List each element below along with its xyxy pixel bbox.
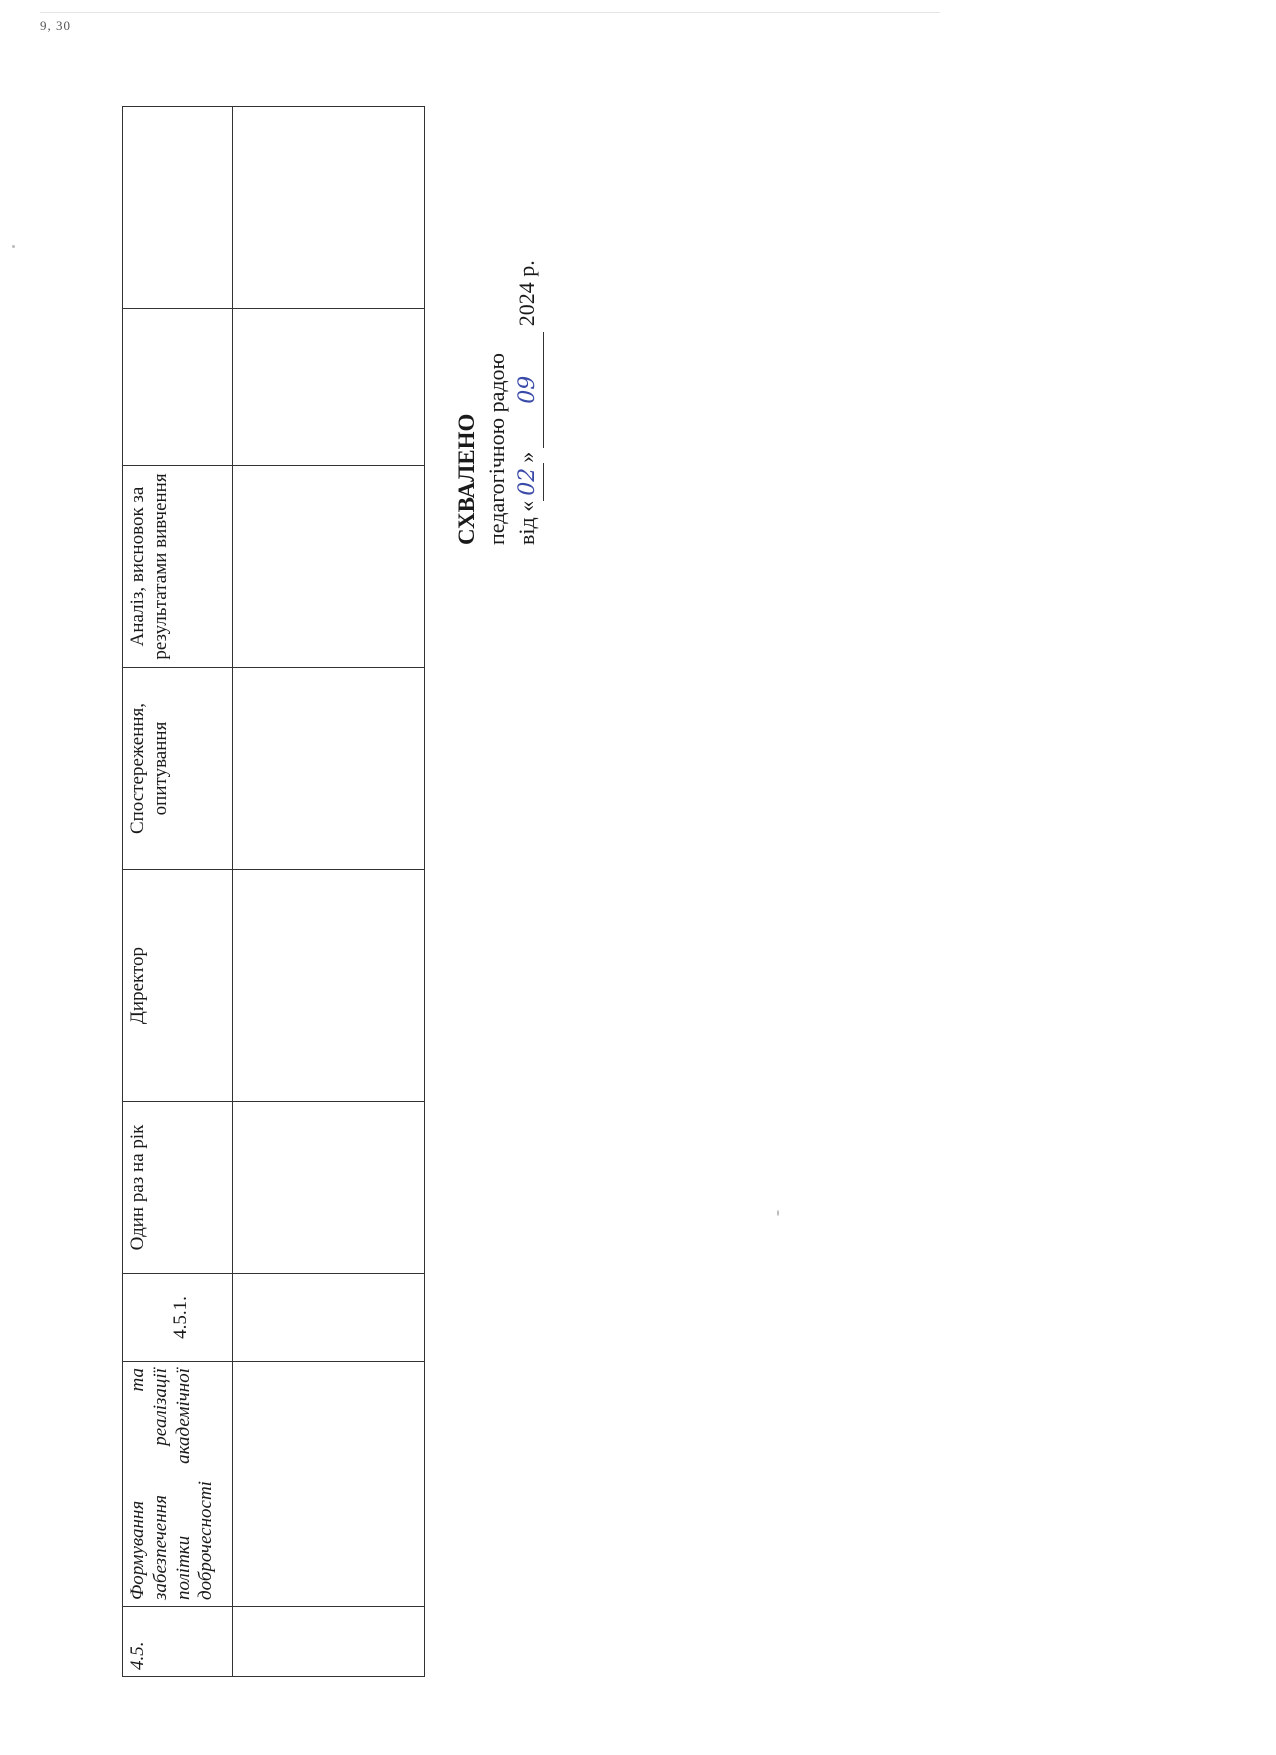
empty-cell xyxy=(123,309,233,466)
item-number: 4.5. xyxy=(123,1607,233,1677)
method-cell: Спостереження, опитування xyxy=(123,668,233,870)
empty-cell xyxy=(233,1607,425,1677)
approval-title: СХВАЛЕНО xyxy=(454,413,479,545)
empty-cell xyxy=(233,870,425,1102)
date-year: 2024 р. xyxy=(514,260,539,327)
empty-cell xyxy=(123,107,233,309)
handwritten-day: 02 xyxy=(513,463,544,501)
monitoring-plan-table xyxy=(122,106,425,1677)
date-prefix: від « xyxy=(514,500,539,545)
approval-date xyxy=(512,215,544,545)
scan-speck xyxy=(12,245,15,248)
empty-cell xyxy=(233,466,425,668)
result-cell: Аналіз, висновок за результатами вивчення xyxy=(123,466,233,668)
table-row xyxy=(123,107,233,1677)
empty-cell xyxy=(233,1362,425,1607)
item-name: Формування та забезпечення реалізації політки академічної доброчесності xyxy=(123,1362,233,1607)
empty-cell xyxy=(233,1102,425,1274)
empty-cell xyxy=(233,1274,425,1362)
corner-mark: 9, 30 xyxy=(40,18,71,33)
empty-cell xyxy=(233,309,425,466)
responsible-cell: Директор xyxy=(123,870,233,1102)
handwritten-month: 09 xyxy=(513,332,544,448)
empty-cell xyxy=(233,107,425,309)
table-row xyxy=(233,107,425,1677)
scan-border-line xyxy=(40,12,940,13)
date-mid: » xyxy=(514,451,539,463)
scan-speck xyxy=(777,1210,779,1216)
empty-cell xyxy=(233,668,425,870)
approval-body: педагогічною радою xyxy=(484,353,509,545)
frequency-cell: Один раз на рік xyxy=(123,1102,233,1274)
subitem-number: 4.5.1. xyxy=(123,1274,233,1362)
approval-block xyxy=(452,215,782,545)
